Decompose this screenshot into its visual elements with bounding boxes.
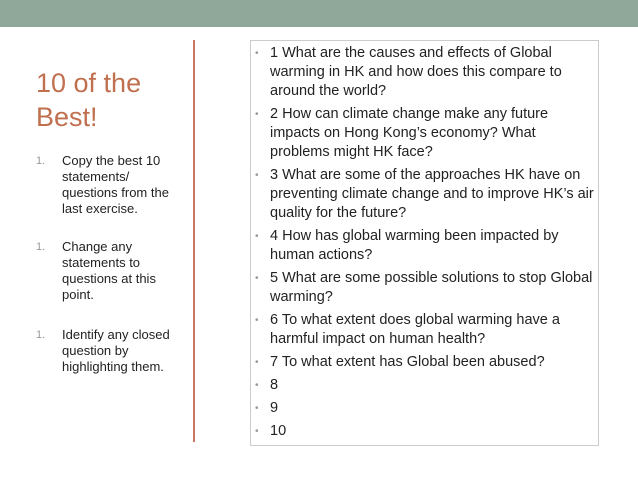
bullet-icon: • — [255, 273, 259, 284]
question-item — [253, 376, 598, 395]
title-line-2: Best! — [36, 102, 98, 132]
vertical-divider — [193, 40, 195, 442]
question-item — [253, 311, 598, 349]
step-text: Change any statements to questions at this point. — [62, 239, 156, 302]
top-bar — [0, 0, 638, 27]
question-text: 7 To what extent has Global been abused? — [270, 354, 545, 370]
bullet-icon: • — [255, 109, 259, 120]
bullet-icon: • — [255, 48, 259, 59]
bullet-icon: • — [255, 380, 259, 391]
instruction-steps — [36, 153, 181, 375]
step-number: 1. — [36, 329, 46, 341]
bullet-icon: • — [255, 231, 259, 242]
question-item — [253, 227, 598, 265]
slide-title — [36, 66, 186, 134]
bullet-icon: • — [255, 357, 259, 368]
question-item — [253, 269, 598, 307]
question-item — [253, 44, 598, 101]
question-item — [253, 422, 598, 441]
question-item — [253, 105, 598, 162]
step-item — [36, 239, 181, 303]
bullet-icon: • — [255, 170, 259, 181]
step-number: 1. — [36, 155, 46, 167]
question-text: 4 How has global warming been impacted by human actions? — [270, 228, 559, 263]
question-text: 5 What are some possible solutions to stop Global warming? — [270, 270, 593, 305]
question-item — [253, 166, 598, 223]
question-text: 1 What are the causes and effects of Global warming in HK and how does this compare to around the world? — [270, 45, 562, 99]
step-item — [36, 153, 181, 217]
bullet-icon: • — [255, 426, 259, 437]
question-text: 8 — [270, 377, 279, 393]
bullet-icon: • — [255, 403, 259, 414]
question-item — [253, 353, 598, 372]
bullet-icon: • — [255, 315, 259, 326]
title-line-1: 10 of the — [36, 68, 142, 98]
step-text: Identify any closed question by highlighting them. — [62, 327, 170, 374]
questions-list — [253, 44, 598, 445]
question-text: 3 What are some of the approaches HK have on preventing climate change and to improve HK’s air quality for the future? — [270, 167, 594, 221]
question-text: 9 — [270, 400, 279, 416]
question-text: 10 — [270, 423, 287, 439]
question-text: 2 How can climate change make any future impacts on Hong Kong’s economy? What problems might HK face? — [270, 106, 549, 160]
question-text: 6 To what extent does global warming have a harmful impact on human health? — [270, 312, 560, 347]
step-number: 1. — [36, 241, 46, 253]
step-text: Copy the best 10 statements/ questions from the last exercise. — [62, 153, 169, 216]
question-item — [253, 399, 598, 418]
step-item — [36, 327, 181, 375]
